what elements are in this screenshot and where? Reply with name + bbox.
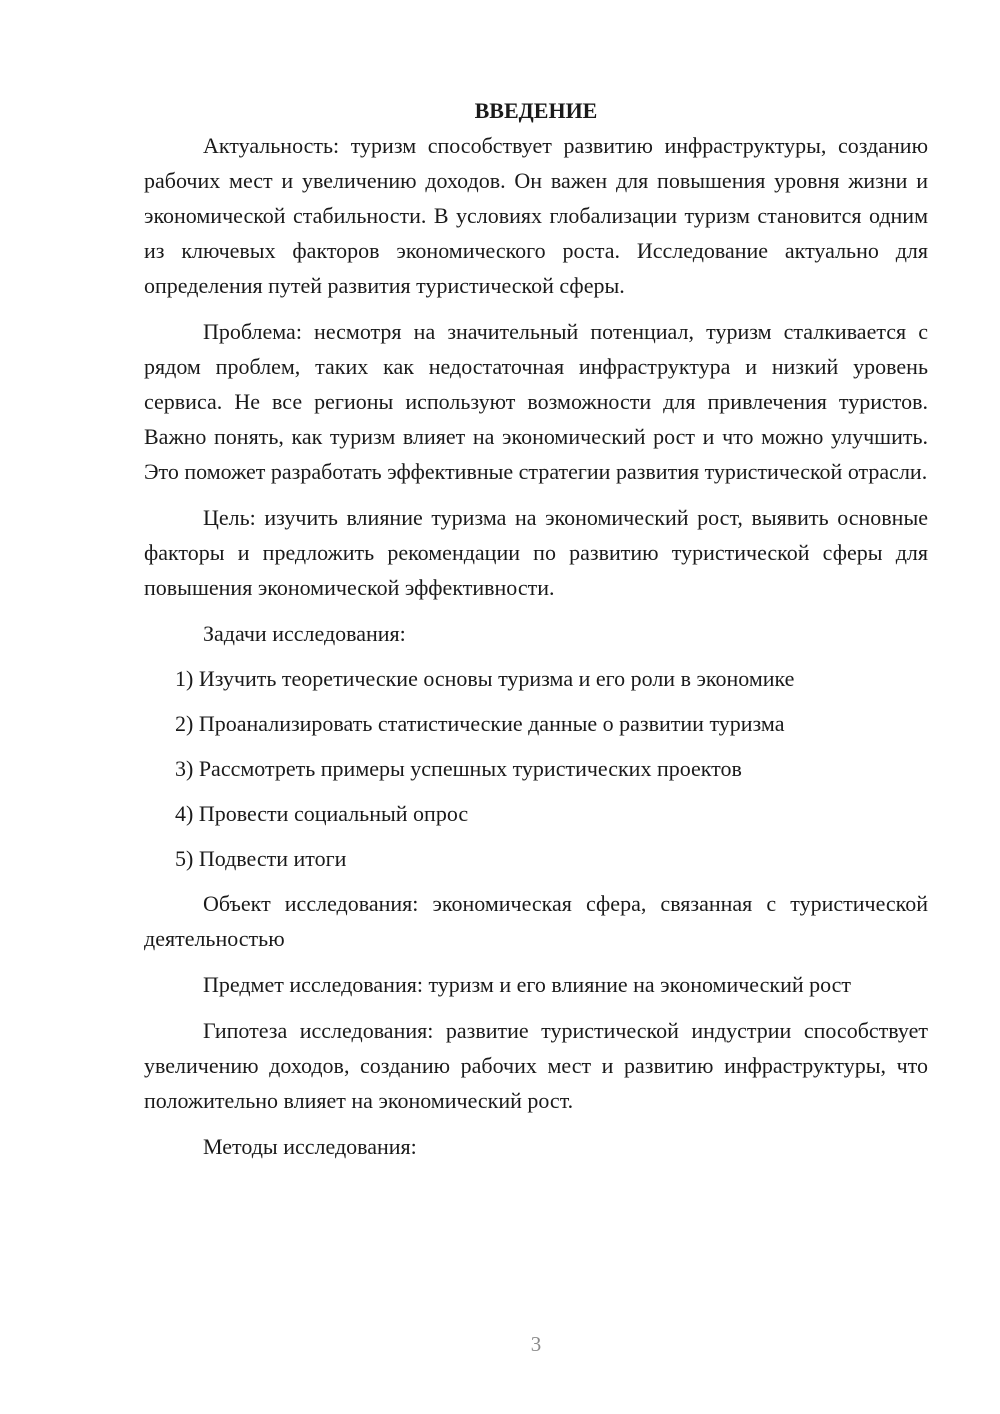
relevance-paragraph: Актуальность: туризм способствует развитию инфраструктуры, созданию рабочих мест и увеличению доходов. Он важен для повышения уровня жизни и экономической стабильности. В условиях глобализации туризм становится одним из ключевых факторов экономического роста. Исследование актуально для определения путей развития туристической сферы. <box>144 133 928 298</box>
methods-heading: Методы исследования: <box>203 1134 417 1159</box>
goal-paragraph: Цель: изучить влияние туризма на экономический рост, выявить основные факторы и предложить рекомендации по развитию туристической сферы для повышения экономической эффективности. <box>144 505 928 600</box>
page-number: 3 <box>530 1332 542 1356</box>
hypothesis-paragraph: Гипотеза исследования: развитие туристической индустрии способствует увеличению доходов, созданию рабочих мест и развитию инфраструктуры, что положительно влияет на экономический рост. <box>144 1018 928 1113</box>
list-item: 2) Проанализировать статистические данные о развитии туризма <box>175 711 785 736</box>
list-item: 1) Изучить теоретические основы туризма и его роли в экономике <box>175 666 795 691</box>
list-item: 5) Подвести итоги <box>175 846 347 871</box>
subject-paragraph: Предмет исследования: туризм и его влияние на экономический рост <box>203 972 852 997</box>
object-paragraph: Объект исследования: экономическая сфера, связанная с туристической деятельностью <box>144 891 928 951</box>
list-item: 3) Рассмотреть примеры успешных туристических проектов <box>175 756 742 781</box>
tasks-heading: Задачи исследования: <box>203 621 406 646</box>
page-content <box>144 93 928 1175</box>
list-item: 4) Провести социальный опрос <box>175 801 469 826</box>
tasks-list <box>144 661 928 876</box>
problem-paragraph: Проблема: несмотря на значительный потенциал, туризм сталкивается с рядом проблем, таких как недостаточная инфраструктура и низкий уровень сервиса. Не все регионы используют возможности для привлечения туристов. Важно понять, как туризм влияет на экономический рост и что можно улучшить. Это поможет разработать эффективные стратегии развития туристической отрасли. <box>144 319 928 484</box>
page-title: ВВЕДЕНИЕ <box>474 98 598 123</box>
